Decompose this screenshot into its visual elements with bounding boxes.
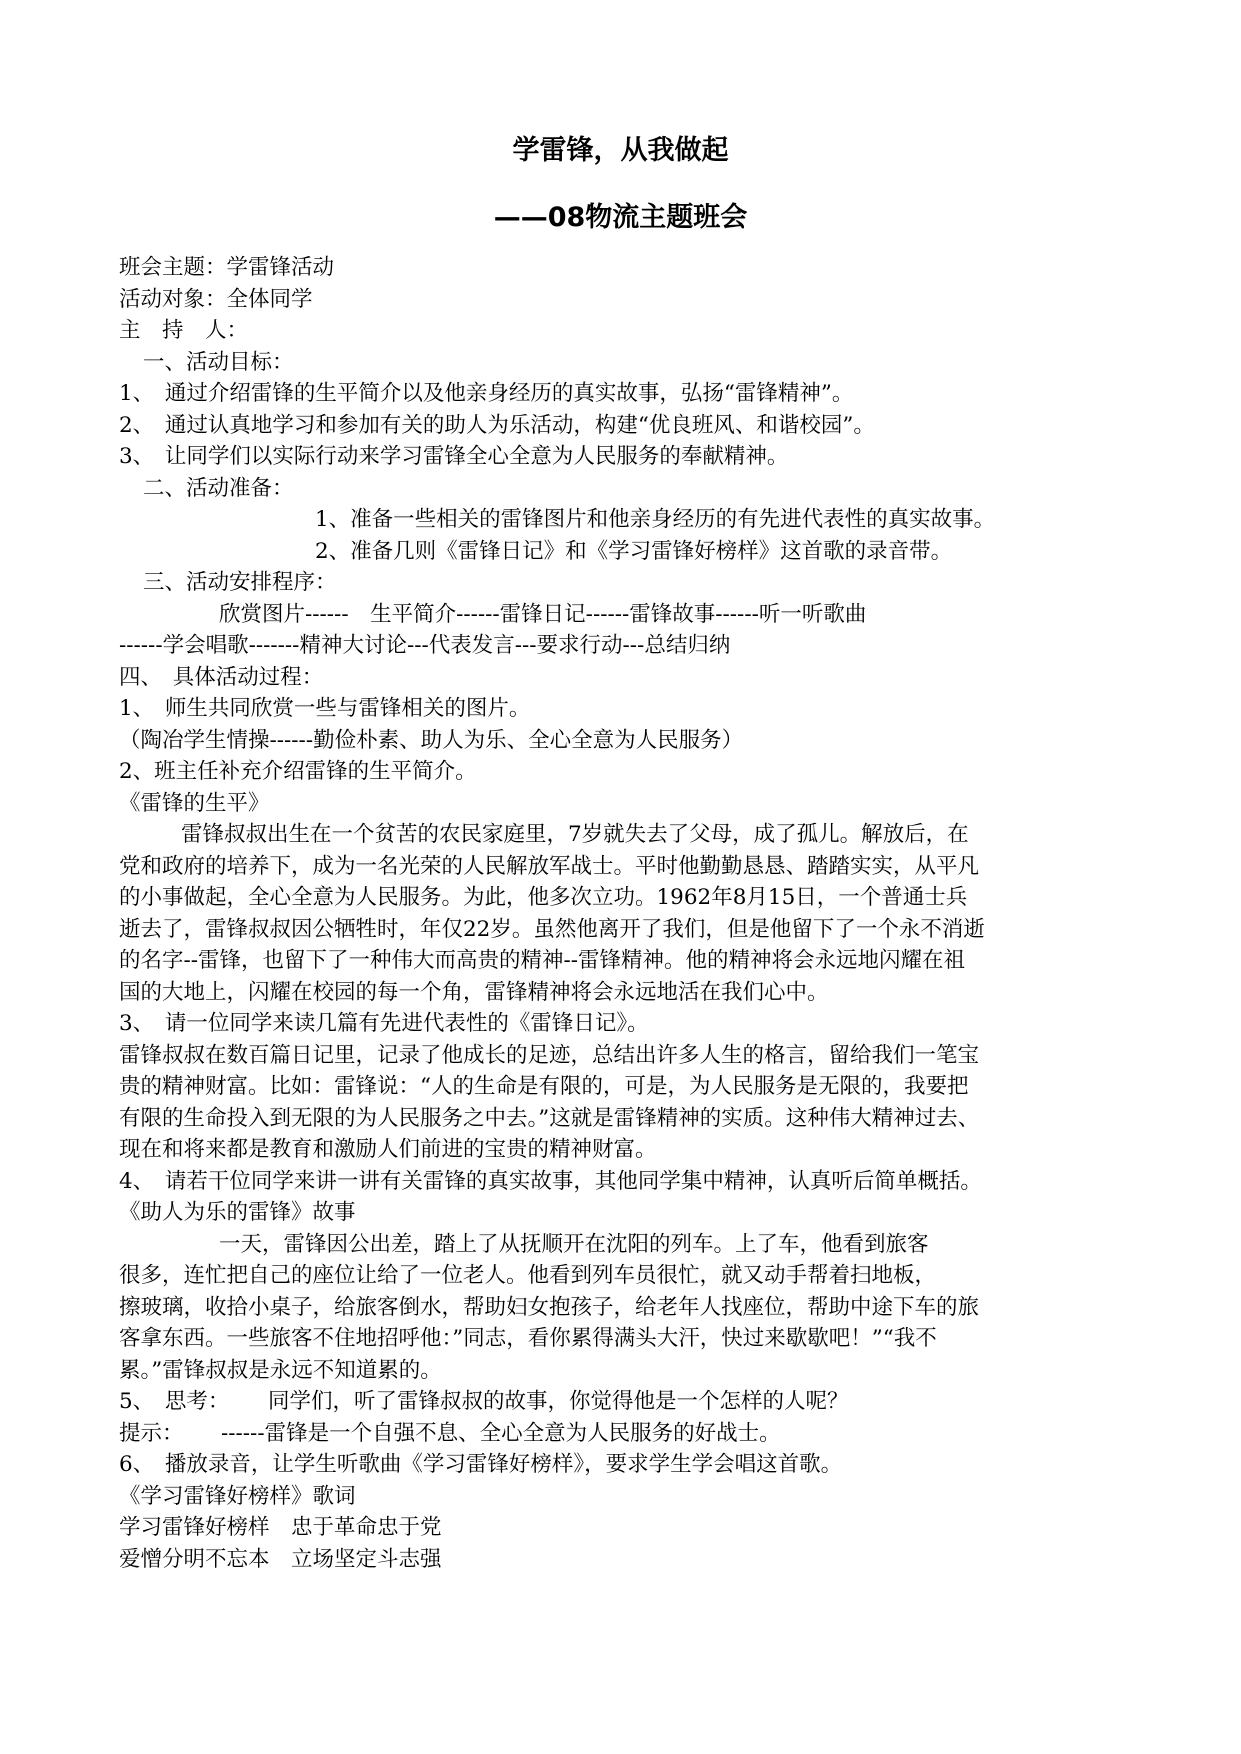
- lyrics-title: 《学习雷锋好榜样》歌词: [119, 1483, 356, 1509]
- bio-line: 的名字--雷锋，也留下了一种伟大而高贵的精神--雷锋精神。他的精神将会永远地闪耀在祖: [119, 948, 966, 973]
- schedule-line: 欣赏图片------ 生平简介------雷锋日记------雷锋故事------听一听歌曲: [219, 601, 867, 627]
- document-body: [119, 252, 1129, 1575]
- schedule-line: ------学会唱歌-------精神大讨论---代表发言---要求行动---总结归纳: [119, 633, 731, 658]
- process-step-note: （陶冶学生情操------勤俭朴素、助人为乐、全心全意为人民服务）: [119, 727, 744, 753]
- bio-line: 的小事做起，全心全意为人民服务。为此，他多次立功。1962年8月15日，一个普通士兵: [119, 885, 968, 910]
- info-theme: 班会主题：学雷锋活动: [119, 255, 335, 280]
- hint-text: ------雷锋是一个自强不息、全心全意为人民服务的好战士。: [221, 1420, 781, 1446]
- process-step: 4、 请若干位同学来讲一讲有关雷锋的真实故事，其他同学集中精神，认真听后简单概括。: [119, 1168, 982, 1194]
- prep-item: 1、准备一些相关的雷锋图片和他亲身经历的有先进代表性的真实故事。: [315, 507, 996, 532]
- process-step: 6、 播放录音，让学生听歌曲《学习雷锋好榜样》，要求学生学会唱这首歌。: [119, 1452, 843, 1477]
- document-subtitle: ——08物流主题班会: [493, 202, 748, 233]
- story-line: 累。”雷锋叔叔是永远不知道累的。: [119, 1357, 442, 1383]
- process-step-5: [119, 1386, 1129, 1418]
- goals-heading: 一、活动目标：: [143, 349, 294, 375]
- goal-item: 3、 让同学们以实际行动来学习雷锋全心全意为人民服务的奉献精神。: [119, 444, 789, 469]
- goal-item: 2、 通过认真地学习和参加有关的助人为乐活动，构建“优良班风、和谐校园”。: [119, 412, 875, 438]
- goal-item: 1、 通过介绍雷锋的生平简介以及他亲身经历的真实故事，弘扬“雷锋精神”。: [119, 381, 854, 406]
- document-title: 学雷锋，从我做起: [512, 135, 729, 166]
- story-line: 很多，连忙把自己的座位让给了一位老人。他看到列车员很忙，就又动手帮着扫地板，: [119, 1263, 937, 1288]
- step5-label: 5、 思考：: [119, 1389, 230, 1414]
- process-step: 3、 请一位同学来读几篇有先进代表性的《雷锋日记》。: [119, 1011, 649, 1036]
- step5-text: 同学们，听了雷锋叔叔的故事，你觉得他是一个怎样的人呢？: [268, 1389, 849, 1414]
- hint-label: 提示：: [119, 1420, 184, 1446]
- process-step: 1、 师生共同欣赏一些与雷锋相关的图片。: [119, 696, 531, 721]
- process-heading: 四、 具体活动过程：: [119, 664, 324, 690]
- lyrics-line: 学习雷锋好榜样 忠于革命忠于党: [119, 1515, 442, 1540]
- diary-line: 贵的精神财富。比如：雷锋说：“人的生命是有限的，可是，为人民服务是无限的，我要把: [119, 1074, 969, 1099]
- lyrics-line: 爱憎分明不忘本 立场坚定斗志强: [119, 1546, 442, 1572]
- bio-line: 国的大地上，闪耀在校园的每一个角，雷锋精神将会永远地活在我们心中。: [119, 979, 829, 1005]
- diary-line: 现在和将来都是教育和激励人们前进的宝贵的精神财富。: [119, 1137, 657, 1162]
- story-line: 客拿东西。一些旅客不住地招呼他：”同志，看你累得满头大汗，快过来歇歇吧！”“我不: [119, 1326, 937, 1351]
- process-step: 2、班主任补充介绍雷锋的生平简介。: [119, 759, 477, 784]
- prep-item: 2、准备几则《雷锋日记》和《学习雷锋好榜样》这首歌的录音带。: [315, 538, 953, 564]
- schedule-heading: 三、活动安排程序：: [143, 570, 337, 595]
- diary-line: 雷锋叔叔在数百篇日记里，记录了他成长的足迹，总结出许多人生的格言，留给我们一笔宝: [119, 1042, 980, 1068]
- bio-line: 逝去了，雷锋叔叔因公牺牲时，年仅22岁。虽然他离开了我们，但是他留下了一个永不消逝: [119, 916, 985, 942]
- info-host: 主 持 人：: [119, 318, 249, 343]
- story-title: 《助人为乐的雷锋》故事: [119, 1200, 356, 1225]
- hint-line: [119, 1418, 1129, 1450]
- bio-line: 雷锋叔叔出生在一个贫苦的农民家庭里，7岁就失去了父母，成了孤儿。解放后，在: [181, 822, 969, 847]
- diary-line: 有限的生命投入到无限的为人民服务之中去。”这就是雷锋精神的实质。这种伟大精神过去、: [119, 1105, 980, 1131]
- prep-heading: 二、活动准备：: [143, 475, 294, 501]
- bio-line: 党和政府的培养下，成为一名光荣的人民解放军战士。平时他勤勤恳恳、踏踏实实，从平凡: [119, 853, 980, 879]
- info-audience: 活动对象：全体同学: [119, 286, 313, 312]
- bio-title: 《雷锋的生平》: [119, 790, 270, 816]
- story-line: 擦玻璃，收拾小桌子，给旅客倒水，帮助妇女抱孩子，给老年人找座位，帮助中途下车的旅: [119, 1294, 980, 1320]
- story-line: 一天，雷锋因公出差，踏上了从抚顺开在沈阳的列车。上了车，他看到旅客: [219, 1231, 929, 1257]
